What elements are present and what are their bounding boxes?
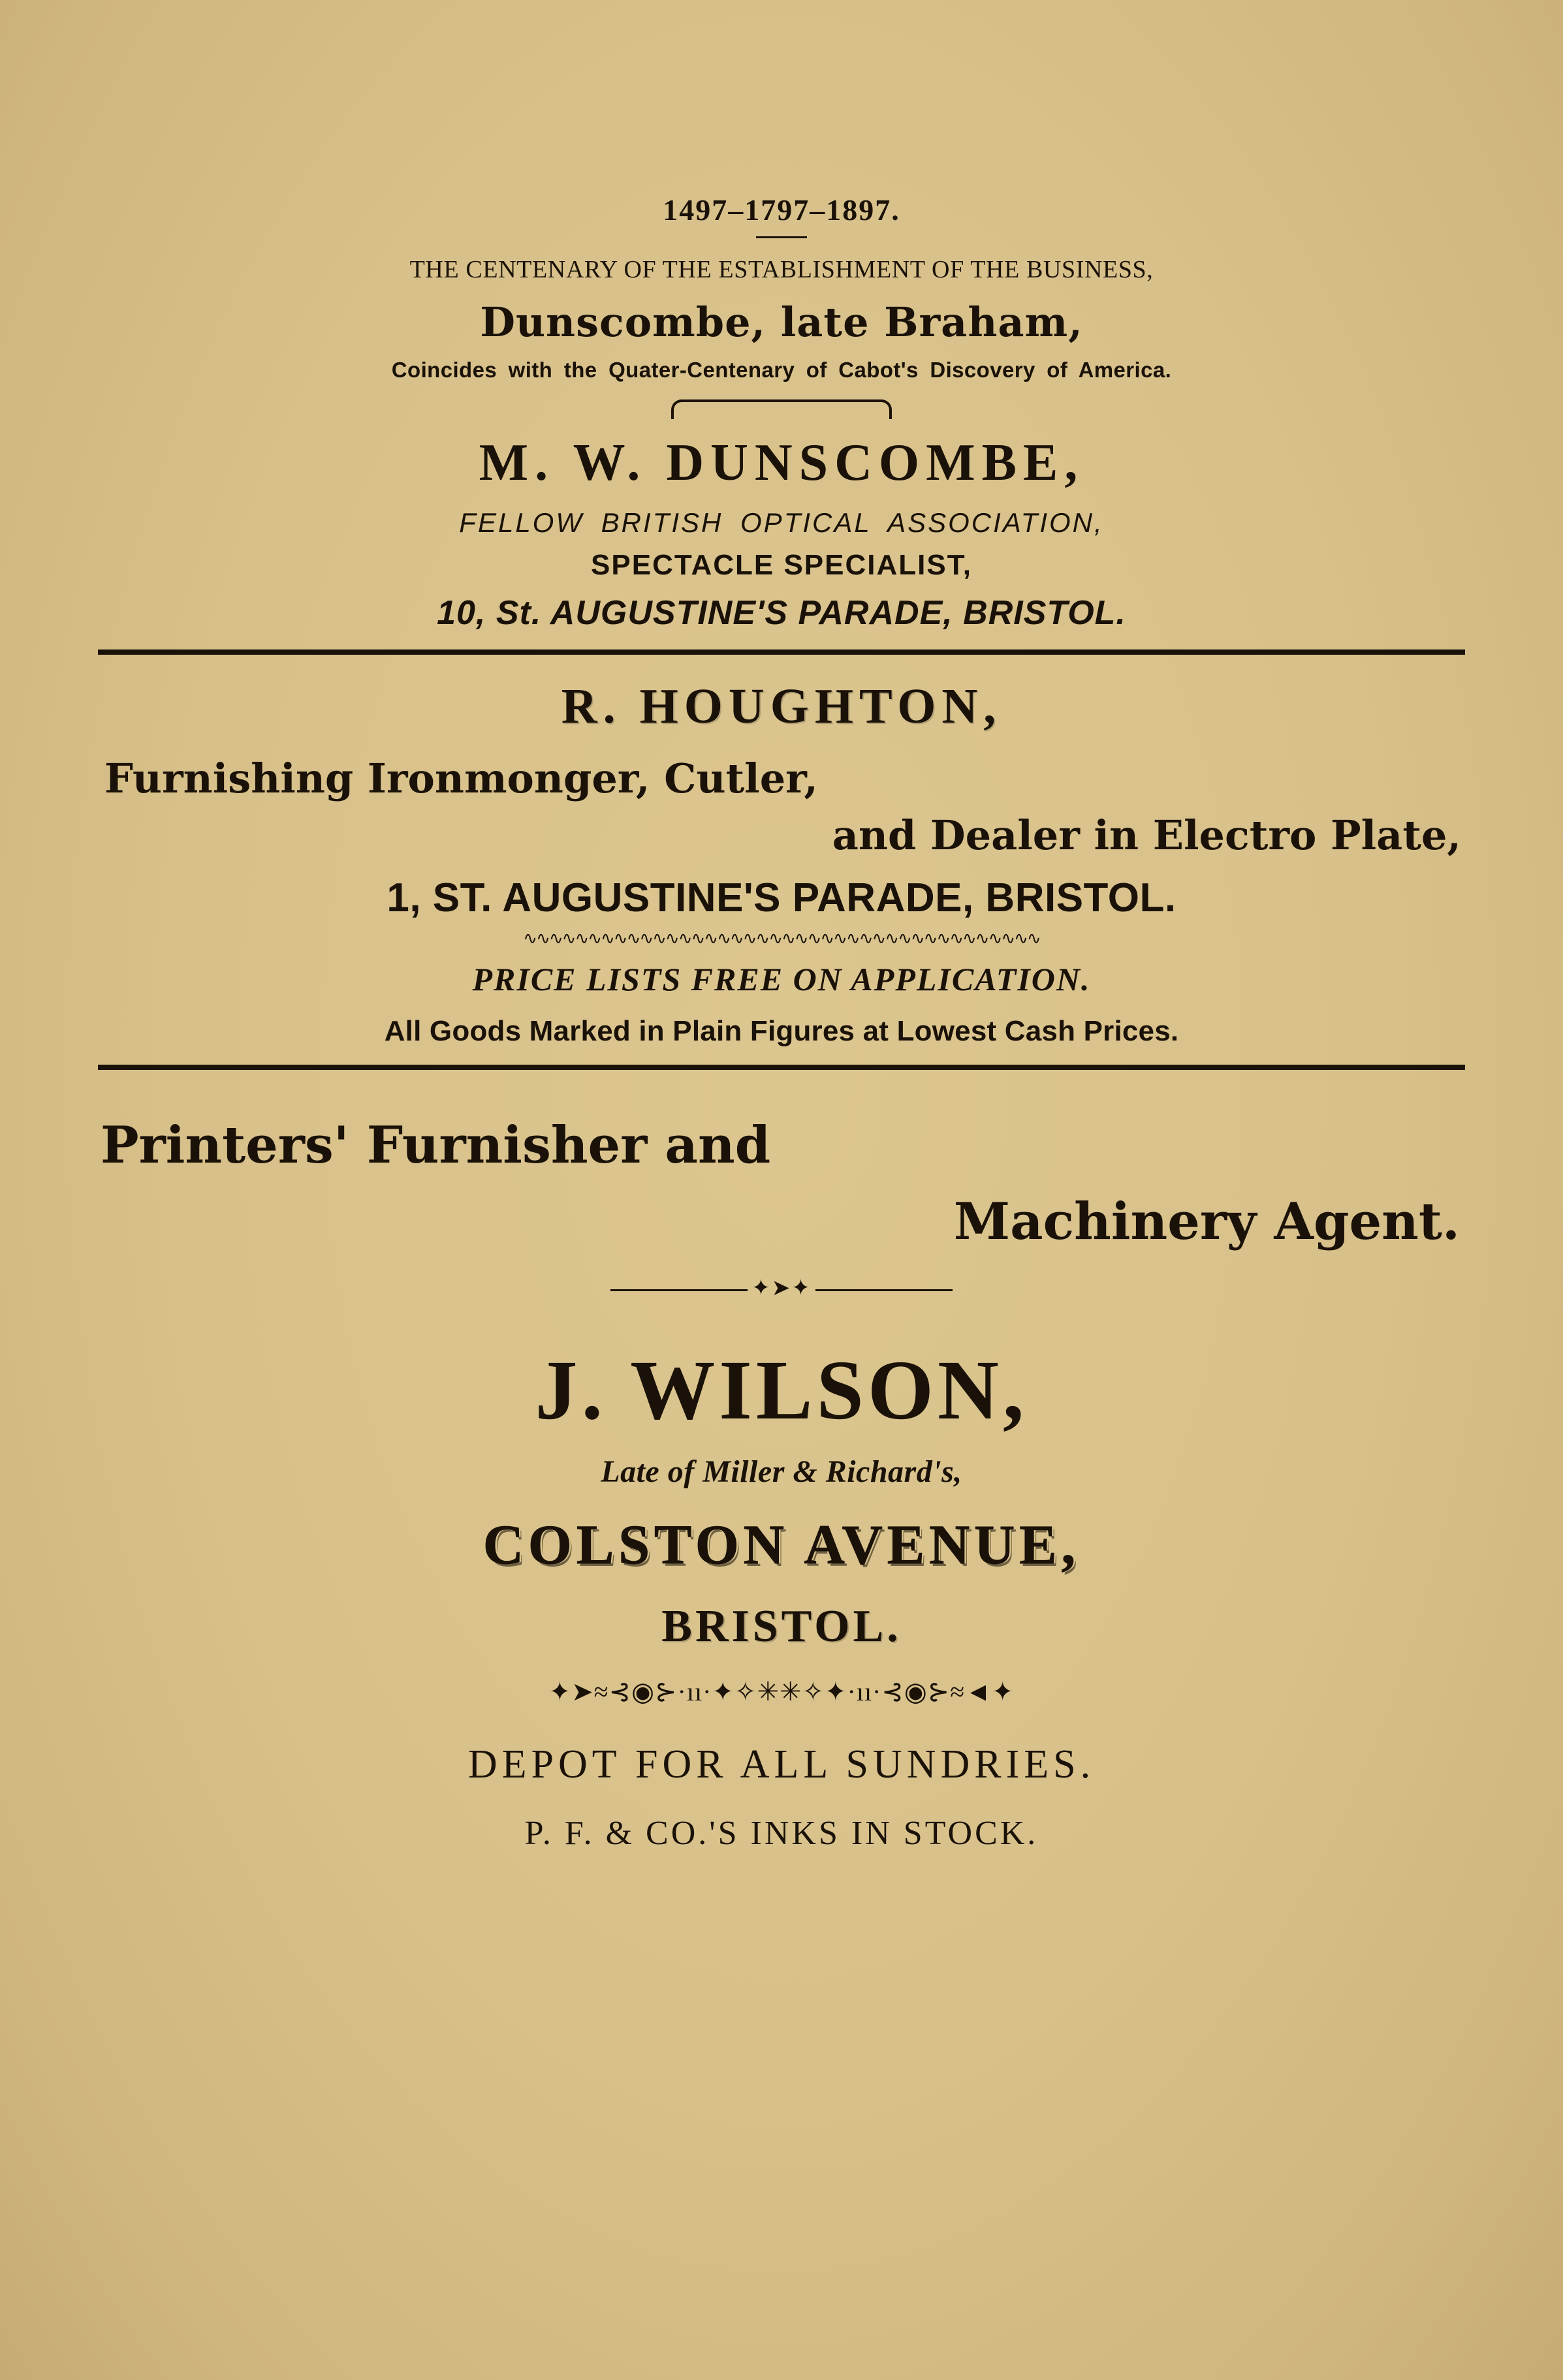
wilson-inks-line: P. F. & CO.'S INKS IN STOCK. — [524, 1815, 1039, 1852]
dunscombe-coincides-text: Coincides with the Quater-Centenary of Cabot's Discovery of America. — [391, 358, 1172, 382]
wilson-headline-line-2: Machinery Agent. — [953, 1192, 1460, 1251]
ornament-bar-left — [610, 1289, 748, 1291]
houghton-trade-line-2: and Dealer in Electro Plate, — [832, 811, 1461, 859]
section-divider-rule-1 — [98, 650, 1465, 655]
wilson-late-of: Late of Miller & Richard's, — [601, 1454, 962, 1489]
short-divider-rule — [756, 236, 807, 238]
ornament-divider-small — [98, 1277, 1465, 1300]
dunscombe-specialty: SPECTACLE SPECIALIST, — [591, 549, 972, 581]
wavy-divider-rule: ∿∿∿∿∿∿∿∿∿∿∿∿∿∿∿∿∿∿∿∿∿∿∿∿∿∿∿∿∿∿∿∿∿∿∿∿∿∿∿∿ — [523, 929, 1040, 948]
houghton-name: R. HOUGHTON, — [561, 679, 1002, 734]
wilson-depot-line: DEPOT FOR ALL SUNDRIES. — [467, 1742, 1096, 1787]
houghton-price-lists-note: PRICE LISTS FREE ON APPLICATION. — [472, 961, 1091, 997]
dunscombe-dates: 1497–1797–1897. — [663, 193, 900, 227]
ornament-bar-right — [815, 1289, 953, 1291]
ornament-divider-large: ✦➤≈⊰◉⊱·ıı·✦✧✳✳✧✦·ıı·⊰◉⊱≈◄✦ — [548, 1677, 1015, 1706]
dunscombe-centenary-text: THE CENTENARY OF THE ESTABLISHMENT OF THE BUSINESS, — [409, 256, 1154, 283]
decorative-brace — [671, 399, 892, 419]
wilson-headline-line-1: Printers' Furnisher and — [101, 1116, 771, 1175]
dunscombe-fellowship: FELLOW BRITISH OPTICAL ASSOCIATION, — [459, 507, 1104, 538]
wilson-name: J. WILSON, — [535, 1343, 1028, 1437]
ad-houghton — [98, 678, 1465, 1048]
dunscombe-address: 10, St. AUGUSTINE'S PARADE, BRISTOL. — [437, 594, 1126, 632]
wilson-city: BRISTOL. — [661, 1601, 902, 1652]
ornament-glyph-small: ✦➤✦ — [751, 1276, 812, 1300]
wilson-street-address: COLSTON AVENUE, — [482, 1513, 1081, 1576]
ad-wilson — [98, 1093, 1465, 1853]
section-divider-rule-2 — [98, 1065, 1465, 1070]
dunscombe-firm-name: Dunscombe, late Braham, — [480, 298, 1083, 346]
houghton-plain-figures-note: All Goods Marked in Plain Figures at Lowest Cash Prices. — [384, 1015, 1179, 1047]
houghton-trade-line-1: Furnishing Ironmonger, Cutler, — [104, 755, 818, 802]
houghton-address: 1, ST. AUGUSTINE'S PARADE, BRISTOL. — [387, 875, 1176, 920]
page-content — [98, 0, 1465, 1853]
dunscombe-proprietor-name: M. W. DUNSCOMBE, — [479, 434, 1084, 492]
ad-dunscombe — [98, 0, 1465, 633]
